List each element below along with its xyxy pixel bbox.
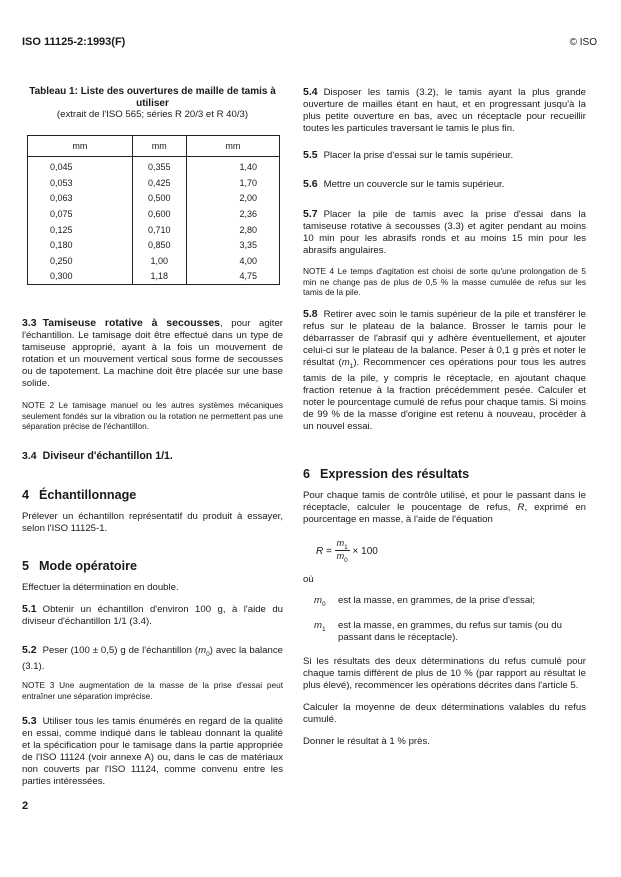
heading-4: 4 Échantillonnage bbox=[22, 488, 137, 503]
document-code: ISO 11125-2:1993(F) bbox=[22, 36, 126, 48]
section-title: Tamiseuse rotative à secousses bbox=[42, 317, 221, 330]
section-5-1: 5.1 Obtenir un échantillon d'environ 100 g, à l'aide du diviseur d'échantillon 1/1 (3.4). bbox=[22, 603, 283, 628]
table-cell: 0,125 bbox=[28, 222, 133, 238]
table-cell: 0,180 bbox=[28, 237, 133, 253]
table-row bbox=[28, 237, 280, 253]
table-cell: 0,075 bbox=[28, 206, 133, 222]
section-5-2: 5.2 Peser (100 ± 0,5) g de l'échantillon $(m_0)$ avec la balance (3.1). bbox=[22, 644, 283, 672]
column-header: mm bbox=[132, 135, 186, 156]
heading-5: 5 Mode opératoire bbox=[22, 559, 137, 574]
section-6-p1: Si les résultats des deux déterminations du refus cumulé pour chaque tamis diffèrent de plus de 10 % (par rapport au résultat le plus élevé), recommencer les opérations décrites dans l'article 5. bbox=[303, 656, 586, 692]
table-cell: 1,18 bbox=[132, 269, 186, 285]
table-row bbox=[28, 156, 280, 175]
note-4: NOTE 4 Le temps d'agitation est choisi de sorte qu'une prolongation de 5 min ne change pas de plus de 0,5 % la masse cumulée de refus sur les tamis de la pile. bbox=[303, 266, 586, 298]
table-cell: 1,40 bbox=[186, 156, 279, 175]
table-cell: 3,35 bbox=[186, 237, 279, 253]
table-subtitle: (extrait de l'ISO 565; séries R 20/3 et R 40/3) bbox=[56, 109, 249, 120]
note-2: NOTE 2 Le tamisage manuel ou les autres systèmes mécaniques seulement fondés sur la vibration ou la rotation ne permettent pas une séparation précise de l'échantillon. bbox=[22, 400, 283, 432]
table-row bbox=[28, 175, 280, 191]
section-5-5: 5.5 Placer la prise d'essai sur le tamis supérieur. bbox=[303, 149, 514, 161]
table-row bbox=[28, 206, 280, 222]
table-cell: 0,355 bbox=[132, 156, 186, 175]
table-title: Tableau 1: Liste des ouvertures de maille de tamis à utiliser bbox=[29, 86, 276, 109]
table-cell: 0,425 bbox=[132, 175, 186, 191]
table-cell: 0,045 bbox=[28, 156, 133, 175]
table-cell: 0,600 bbox=[132, 206, 186, 222]
mesh-table bbox=[27, 135, 280, 286]
table-cell: 1,00 bbox=[132, 253, 186, 269]
table-row bbox=[28, 222, 280, 238]
table-cell: 0,710 bbox=[132, 222, 186, 238]
heading-6: 6 Expression des résultats bbox=[303, 466, 470, 481]
page-number: 2 bbox=[22, 800, 29, 813]
table-cell: 0,500 bbox=[132, 191, 186, 207]
section-3-4: 3.4 Diviseur d'échantillon 1/1. bbox=[22, 450, 173, 463]
table-row bbox=[28, 191, 280, 207]
table-cell: 0,053 bbox=[28, 175, 133, 191]
definition-m1: $m_1$ est la masse, en grammes, du refus sur tamis (ou du passant dans le réceptacle). bbox=[314, 620, 562, 644]
table-cell: 4,00 bbox=[186, 253, 279, 269]
section-5-3: 5.3 Utiliser tous les tamis énumérés en regard de la qualité en essai, comme indiqué dans le tableau donnant la qualité et la spécification pour le tamisage dans la partie appropriée de l'ISO 11124 (voir annexe A) ou, dans le cas de matériaux non couverts par l'ISO 11124, comme convenu entre les parties intéressées. bbox=[22, 715, 283, 788]
table-caption bbox=[22, 86, 283, 121]
table-row bbox=[28, 253, 280, 269]
note-3: NOTE 3 Une augmentation de la masse de la prise d'essai peut entraîner une séparation imprécise. bbox=[22, 679, 283, 701]
section-6-intro: Pour chaque tamis de contrôle utilisé, et pour le passant dans le réceptacle, calculer le poucentage de refus, R, exprimé en pourcentage en masse, à l'aide de l'équation bbox=[303, 489, 586, 525]
section-5-7: 5.7 Placer la pile de tamis avec la prise d'essai dans la tamiseuse rotative à secousses (3.3) et agiter pendant au moins 10 min pour les abrasifs ronds et au moins 15 min pour les abrasifs angulaires. bbox=[303, 208, 586, 256]
table-cell: 2,80 bbox=[186, 222, 279, 238]
table-cell: 2,36 bbox=[186, 206, 279, 222]
right-column bbox=[303, 86, 586, 748]
section-5-8: 5.8 Retirer avec soin le tamis supérieur de la pile et transférer le refus sur le plateau de la balance. Brosser le tamis pour le débarrasser de l'abrasif qui y adhère éventuellement, et ajouter celui-ci sur le plateau de la balance. Peser à 0,1 g près et noter le résultat $(m_1)$. Recommencer ces opérations pour tous les autres tamis de la pile, y compris le réceptacle, en ajoutant chaque fraction retenue à la fraction précédemment pesée. Calculer et noter le pourcentage cumulé de refus pour chaque tamis. Si moins de 99 % de la masse d'origine est retenu à nouveau, procéder à un nouvel essai. bbox=[303, 307, 586, 432]
table-cell: 0,850 bbox=[132, 237, 186, 253]
equation: R = $\frac{m_1}{m_0}$ × 100 bbox=[316, 537, 378, 565]
section-6-p3: Donner le résultat à 1 % près. bbox=[303, 736, 430, 748]
table-cell: 0,300 bbox=[28, 269, 133, 285]
table-cell: 2,00 bbox=[186, 191, 279, 207]
section-5-6: 5.6 Mettre un couvercle sur le tamis supérieur. bbox=[303, 178, 505, 190]
section-4-text: Prélever un échantillon représentatif du produit à essayer, selon l'ISO 11125-1. bbox=[22, 511, 283, 535]
definition-m0: $m_0$ est la masse, en grammes, de la prise d'essai; bbox=[314, 595, 535, 609]
section-3-3: 3.3 Tamiseuse rotative à secousses, pour agiter l'échantillon. Le tamisage doit être effectué dans un type de tamiseuse approprié, ayant à la fois un mouvement de rotation et un mouvement vertical sous forme de secousses ou de tapotement. La machine doit être placée sur une base solide. bbox=[22, 317, 283, 390]
table-cell: 0,250 bbox=[28, 253, 133, 269]
left-column bbox=[22, 86, 283, 812]
table-cell: 4,75 bbox=[186, 269, 279, 285]
where-label: où bbox=[303, 574, 314, 586]
copyright: © ISO bbox=[569, 37, 597, 48]
column-header: mm bbox=[186, 135, 279, 156]
table-row bbox=[28, 269, 280, 285]
section-6-p2: Calculer la moyenne de deux déterminations valables du refus cumulé. bbox=[303, 702, 586, 726]
section-5-text: Effectuer la détermination en double. bbox=[22, 582, 179, 594]
table-cell: 0,063 bbox=[28, 191, 133, 207]
section-5-4: 5.4 Disposer les tamis (3.2), le tamis ayant la plus grande ouverture de mailles étant en haut, et en progressant jusqu'à la plus petite ouverture en bas, avec un réceptacle pour recueillir toutes les particules traversant le tamis le plus fin. bbox=[303, 86, 586, 134]
column-header: mm bbox=[28, 135, 133, 156]
table-cell: 1,70 bbox=[186, 175, 279, 191]
